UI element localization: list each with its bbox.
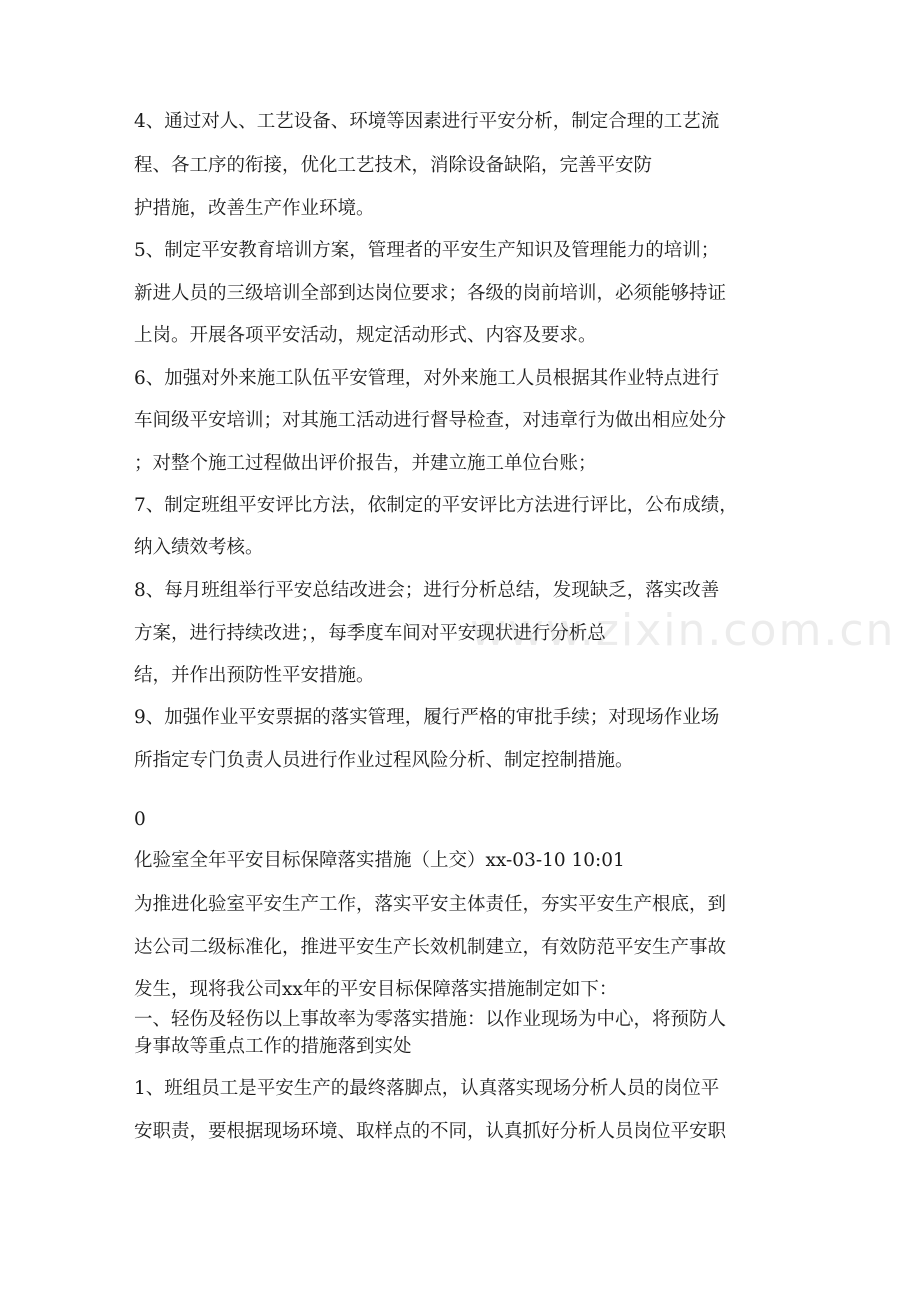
watermark: www.zixin.com.cn — [470, 605, 896, 656]
text-line: 6、加强对外来施工队伍平安管理，对外来施工人员根据其作业特点进行 — [134, 368, 720, 389]
text-line: 5、制定平安教育培训方案，管理者的平安生产知识及管理能力的培训； — [134, 240, 720, 261]
text-line: 发生，现将我公司xx年的平安目标保障落实措施制定如下： — [134, 979, 618, 1000]
text-line: 4、通过对人、工艺设备、环境等因素进行平安分析，制定合理的工艺流 — [134, 111, 720, 132]
text-line: 所指定专门负责人员进行作业过程风险分析、制定控制措施。 — [134, 750, 634, 771]
text-line: 0 — [134, 809, 146, 830]
text-line: 护措施，改善生产作业环境。 — [134, 198, 375, 219]
text-line: 纳入绩效考核。 — [134, 537, 264, 558]
text-line: 9、加强作业平安票据的落实管理，履行严格的审批手续；对现场作业场 — [134, 707, 720, 728]
text-line: 车间级平安培训；对其施工活动进行督导检查，对违章行为做出相应处分 — [134, 410, 727, 431]
text-line: 达公司二级标准化，推进平安生产长效机制建立，有效防范平安生产事故 — [134, 937, 727, 958]
text-line: 1、班组员工是平安生产的最终落脚点，认真落实现场分析人员的岗位平 — [134, 1078, 720, 1099]
text-line: 新进人员的三级培训全部到达岗位要求；各级的岗前培训，必须能够持证 — [134, 283, 727, 304]
text-line: 7、制定班组平安评比方法，依制定的平安评比方法进行评比，公布成绩， — [134, 495, 738, 516]
text-line: 上岗。开展各项平安活动，规定活动形式、内容及要求。 — [134, 325, 597, 346]
text-line: 结，并作出预防性平安措施。 — [134, 665, 375, 686]
text-line: 一、轻伤及轻伤以上事故率为零落实措施：以作业现场为中心，将预防人 — [134, 1009, 727, 1030]
text-line: 方案，进行持续改进；，每季度车间对平安现状进行分析总 — [134, 623, 606, 644]
text-line: 安职责，要根据现场环境、取样点的不同，认真抓好分析人员岗位平安职 — [134, 1121, 727, 1142]
text-line: 为推进化验室平安生产工作，落实平安主体责任，夯实平安生产根底，到 — [134, 894, 727, 915]
section-title: 化验室全年平安目标保障落实措施（上交）xx-03-10 10:01 — [134, 850, 625, 871]
text-line: ；对整个施工过程做出评价报告，并建立施工单位台账； — [134, 453, 597, 474]
text-line: 8、每月班组举行平安总结改进会；进行分析总结，发现缺乏，落实改善 — [134, 580, 720, 601]
text-line: 程、各工序的衔接，优化工艺技术，消除设备缺陷，完善平安防 — [134, 155, 653, 176]
text-line: 身事故等重点工作的措施落到实处 — [134, 1036, 412, 1057]
